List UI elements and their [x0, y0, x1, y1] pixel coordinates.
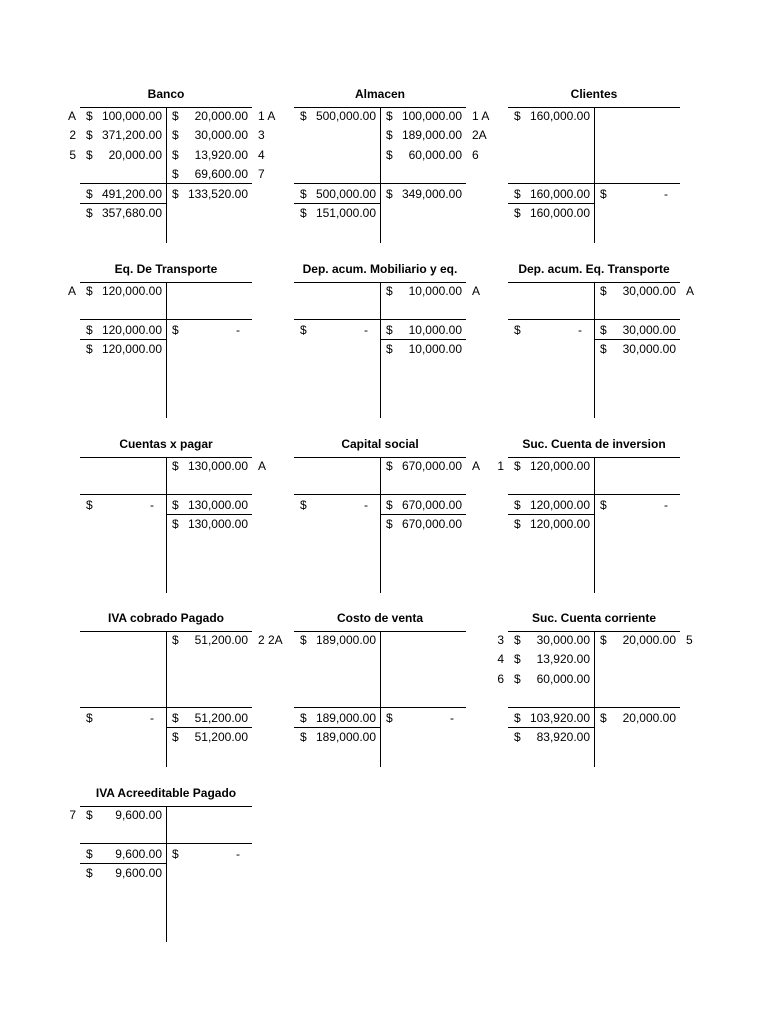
amount-cell — [80, 204, 166, 223]
entry-label: A — [472, 284, 481, 298]
totals-line — [508, 183, 680, 184]
currency-symbol: $ — [386, 147, 393, 162]
currency-symbol: $ — [386, 128, 393, 143]
amount-value: 51,200.00 — [194, 633, 248, 647]
entry-label: A — [686, 284, 695, 298]
amount-cell — [594, 631, 680, 650]
account-title: Dep. acum. Mobiliario y eq. — [302, 262, 458, 276]
currency-symbol: $ — [172, 459, 179, 473]
amount-value: - — [236, 846, 240, 861]
amount-value: 670,000.00 — [401, 459, 462, 473]
t-account — [80, 437, 267, 593]
amount-cell — [294, 185, 380, 204]
t-vertical-line — [594, 457, 595, 593]
currency-symbol: $ — [172, 147, 179, 162]
amount-value: 120,000.00 — [529, 497, 590, 512]
amount-cell — [380, 321, 466, 340]
currency-symbol: $ — [514, 517, 521, 532]
amount-cell — [508, 515, 594, 534]
amount-value: - — [578, 322, 582, 337]
amount-cell — [166, 709, 252, 728]
currency-symbol: $ — [514, 322, 521, 337]
entry-label: 1 A — [472, 109, 490, 123]
amount-cell — [508, 107, 594, 126]
amount-value: 9,600.00 — [115, 808, 162, 822]
amount-value: - — [664, 497, 668, 512]
amount-value: 100,000.00 — [101, 109, 162, 123]
currency-symbol: $ — [514, 459, 521, 473]
amount-cell — [294, 709, 380, 728]
currency-symbol: $ — [172, 167, 179, 182]
amount-cell — [80, 340, 166, 359]
currency-symbol: $ — [86, 128, 93, 143]
amount-value: - — [364, 322, 368, 337]
amount-cell — [80, 864, 166, 883]
currency-symbol: $ — [300, 186, 307, 201]
currency-symbol: $ — [172, 633, 179, 647]
amount-value: 120,000.00 — [529, 459, 590, 473]
amount-value: - — [236, 322, 240, 337]
amount-cell — [80, 845, 166, 864]
amount-value: 13,920.00 — [536, 652, 590, 667]
amount-value: 189,000.00 — [315, 710, 376, 725]
amount-cell — [166, 457, 252, 476]
t-account — [80, 611, 283, 767]
currency-symbol: $ — [172, 109, 179, 123]
amount-cell — [380, 146, 466, 165]
amount-cell — [594, 185, 680, 204]
currency-symbol: $ — [600, 342, 607, 357]
amount-value: 60,000.00 — [408, 147, 462, 162]
amount-value: 83,920.00 — [536, 730, 590, 744]
entry-label: 6 — [472, 147, 479, 162]
entry-label: 3 — [258, 128, 265, 143]
amount-value: 60,000.00 — [536, 671, 590, 686]
amount-cell — [80, 496, 166, 515]
amount-cell — [166, 845, 252, 864]
totals-line — [294, 319, 466, 320]
amount-cell — [380, 709, 466, 728]
account-title: Capital social — [341, 437, 419, 451]
entry-label: A — [472, 459, 481, 473]
amount-value: 30,000.00 — [622, 284, 676, 298]
amount-cell — [380, 457, 466, 476]
amount-cell — [508, 496, 594, 515]
amount-cell — [594, 340, 680, 359]
amount-cell — [508, 321, 594, 340]
t-account — [497, 437, 680, 593]
currency-symbol: $ — [300, 633, 307, 647]
amount-value: 9,600.00 — [115, 866, 162, 881]
amount-value: 30,000.00 — [536, 633, 590, 647]
currency-symbol: $ — [600, 633, 607, 647]
amount-cell — [594, 321, 680, 340]
amount-value: 103,920.00 — [529, 710, 590, 725]
amount-cell — [80, 107, 166, 126]
amount-value: 10,000.00 — [408, 284, 462, 298]
currency-symbol: $ — [600, 322, 607, 337]
amount-value: 20,000.00 — [194, 109, 248, 123]
currency-symbol: $ — [86, 206, 93, 220]
t-account — [294, 87, 490, 243]
amount-value: 20,000.00 — [108, 147, 162, 162]
amount-cell — [508, 457, 594, 476]
amount-cell — [166, 165, 252, 184]
entry-label: A — [258, 459, 267, 473]
entry-label: 7 — [69, 808, 76, 822]
currency-symbol: $ — [514, 109, 521, 123]
amount-value: 189,000.00 — [315, 633, 376, 647]
t-account — [508, 87, 680, 243]
amount-value: 189,000.00 — [401, 128, 462, 143]
account-title: Suc. Cuenta corriente — [531, 611, 657, 625]
amount-cell — [294, 496, 380, 515]
currency-symbol: $ — [514, 186, 521, 201]
entry-label: 5 — [686, 633, 693, 647]
amount-cell — [80, 126, 166, 145]
currency-symbol: $ — [386, 710, 393, 725]
amount-value: - — [364, 497, 368, 512]
entry-label: 4 — [258, 147, 265, 162]
account-title: Almacen — [354, 87, 406, 101]
amount-cell — [508, 709, 594, 728]
amount-value: 491,200.00 — [101, 186, 162, 201]
currency-symbol: $ — [514, 633, 521, 647]
entry-label: 2A — [472, 128, 487, 143]
amount-cell — [508, 670, 594, 689]
amount-value: - — [150, 497, 154, 512]
amount-cell — [380, 185, 466, 204]
account-title: Suc. Cuenta de inversion — [522, 437, 666, 451]
amount-cell — [380, 282, 466, 301]
amount-value: 357,680.00 — [101, 206, 162, 220]
amount-cell — [166, 107, 252, 126]
amount-cell — [80, 806, 166, 825]
amount-value: 13,920.00 — [194, 147, 248, 162]
currency-symbol: $ — [172, 846, 179, 861]
amount-value: 133,520.00 — [187, 186, 248, 201]
account-title: Costo de venta — [336, 611, 423, 625]
currency-symbol: $ — [300, 109, 307, 123]
currency-symbol: $ — [386, 322, 393, 337]
t-account — [67, 262, 252, 418]
currency-symbol: $ — [86, 109, 93, 123]
currency-symbol: $ — [172, 730, 179, 744]
amount-cell — [80, 185, 166, 204]
amount-value: 30,000.00 — [622, 342, 676, 357]
amount-value: 371,200.00 — [101, 128, 162, 143]
currency-symbol: $ — [300, 322, 307, 337]
t-vertical-line — [166, 282, 167, 418]
amount-cell — [508, 728, 594, 747]
currency-symbol: $ — [300, 710, 307, 725]
totals-line — [80, 494, 252, 495]
t-account — [67, 87, 276, 243]
amount-value: 100,000.00 — [401, 109, 462, 123]
entry-label: A — [67, 284, 76, 298]
amount-cell — [380, 107, 466, 126]
amount-value: 30,000.00 — [194, 128, 248, 143]
currency-symbol: $ — [86, 846, 93, 861]
amount-cell — [508, 631, 594, 650]
amount-value: 120,000.00 — [529, 517, 590, 532]
amount-cell — [594, 709, 680, 728]
currency-symbol: $ — [600, 710, 607, 725]
amount-cell — [80, 709, 166, 728]
entry-label: 4 — [497, 652, 504, 667]
amount-value: 160,000.00 — [529, 109, 590, 123]
currency-symbol: $ — [514, 652, 521, 667]
currency-symbol: $ — [386, 459, 393, 473]
amount-value: 30,000.00 — [622, 322, 676, 337]
amount-value: 151,000.00 — [315, 206, 376, 220]
amount-value: 51,200.00 — [194, 710, 248, 725]
amount-value: 120,000.00 — [101, 322, 162, 337]
amount-cell — [380, 340, 466, 359]
amount-cell — [380, 496, 466, 515]
t-account — [508, 262, 695, 418]
currency-symbol: $ — [514, 671, 521, 686]
amount-cell — [594, 496, 680, 515]
amount-cell — [166, 185, 252, 204]
amount-value: 10,000.00 — [408, 342, 462, 357]
amount-cell — [380, 126, 466, 145]
account-title: IVA Acreeditable Pagado — [95, 786, 237, 800]
amount-value: 120,000.00 — [101, 342, 162, 357]
totals-line — [80, 319, 252, 320]
amount-cell — [80, 146, 166, 165]
currency-symbol: $ — [86, 866, 93, 881]
t-account — [294, 611, 466, 767]
amount-value: 69,600.00 — [194, 167, 248, 182]
amount-value: 500,000.00 — [315, 109, 376, 123]
totals-line — [294, 183, 466, 184]
amount-value: 130,000.00 — [187, 517, 248, 532]
amount-cell — [166, 631, 252, 650]
entry-label: A — [67, 109, 76, 123]
entry-label: 3 — [497, 633, 504, 647]
amount-cell — [508, 650, 594, 669]
entry-label: 6 — [497, 671, 504, 686]
amount-cell — [166, 126, 252, 145]
currency-symbol: $ — [172, 128, 179, 143]
currency-symbol: $ — [600, 284, 607, 298]
amount-cell — [166, 321, 252, 340]
currency-symbol: $ — [386, 284, 393, 298]
account-title: Eq. De Transporte — [114, 262, 218, 276]
currency-symbol: $ — [86, 808, 93, 822]
t-account — [294, 437, 481, 593]
account-title: Dep. acum. Eq. Transporte — [518, 262, 670, 276]
currency-symbol: $ — [86, 186, 93, 201]
currency-symbol: $ — [172, 497, 179, 512]
currency-symbol: $ — [514, 206, 521, 220]
currency-symbol: $ — [514, 730, 521, 744]
totals-line — [80, 183, 252, 184]
amount-value: 20,000.00 — [622, 633, 676, 647]
amount-cell — [294, 631, 380, 650]
currency-symbol: $ — [600, 186, 607, 201]
amount-value: 9,600.00 — [115, 846, 162, 861]
t-vertical-line — [166, 806, 167, 942]
amount-cell — [294, 107, 380, 126]
amount-value: 670,000.00 — [401, 497, 462, 512]
amount-value: 20,000.00 — [622, 710, 676, 725]
entry-label: 1 — [497, 459, 504, 473]
currency-symbol: $ — [86, 147, 93, 162]
amount-cell — [380, 515, 466, 534]
amount-cell — [508, 185, 594, 204]
t-vertical-line — [594, 107, 595, 243]
amount-value: - — [450, 710, 454, 725]
currency-symbol: $ — [86, 322, 93, 337]
amount-value: 500,000.00 — [315, 186, 376, 201]
amount-cell — [166, 728, 252, 747]
currency-symbol: $ — [300, 730, 307, 744]
t-account — [294, 262, 481, 418]
account-title: IVA cobrado Pagado — [107, 611, 224, 625]
amount-cell — [294, 321, 380, 340]
t-vertical-line — [594, 631, 595, 767]
currency-symbol: $ — [386, 342, 393, 357]
entry-label: 2 — [69, 128, 76, 143]
currency-symbol: $ — [600, 497, 607, 512]
currency-symbol: $ — [172, 710, 179, 725]
amount-value: - — [664, 186, 668, 201]
currency-symbol: $ — [514, 710, 521, 725]
amount-cell — [294, 728, 380, 747]
amount-cell — [594, 282, 680, 301]
totals-line — [508, 319, 680, 320]
currency-symbol: $ — [386, 186, 393, 201]
amount-value: 51,200.00 — [194, 730, 248, 744]
entry-label: 5 — [69, 147, 76, 162]
t-vertical-line — [380, 631, 381, 767]
amount-value: 130,000.00 — [187, 459, 248, 473]
amount-value: 10,000.00 — [408, 322, 462, 337]
amount-value: 189,000.00 — [315, 730, 376, 744]
account-title: Banco — [147, 87, 185, 101]
totals-line — [80, 843, 252, 844]
account-title: Cuentas x pagar — [119, 437, 213, 451]
amount-cell — [294, 204, 380, 223]
amount-cell — [166, 515, 252, 534]
currency-symbol: $ — [300, 497, 307, 512]
currency-symbol: $ — [172, 186, 179, 201]
totals-line — [508, 494, 680, 495]
t-account — [69, 786, 252, 942]
currency-symbol: $ — [86, 284, 93, 298]
entry-label: 2 2A — [258, 633, 283, 647]
amount-cell — [80, 282, 166, 301]
currency-symbol: $ — [86, 342, 93, 357]
currency-symbol: $ — [86, 497, 93, 512]
amount-value: 130,000.00 — [187, 497, 248, 512]
currency-symbol: $ — [172, 517, 179, 532]
entry-label: 7 — [258, 167, 265, 182]
currency-symbol: $ — [172, 322, 179, 337]
amount-value: - — [150, 710, 154, 725]
amount-value: 160,000.00 — [529, 206, 590, 220]
currency-symbol: $ — [86, 710, 93, 725]
account-title: Clientes — [570, 87, 618, 101]
amount-cell — [80, 321, 166, 340]
amount-cell — [166, 146, 252, 165]
currency-symbol: $ — [386, 109, 393, 123]
currency-symbol: $ — [386, 497, 393, 512]
t-account — [497, 611, 693, 767]
amount-value: 670,000.00 — [401, 517, 462, 532]
amount-value: 160,000.00 — [529, 186, 590, 201]
amount-value: 349,000.00 — [401, 186, 462, 201]
amount-cell — [166, 496, 252, 515]
currency-symbol: $ — [386, 517, 393, 532]
currency-symbol: $ — [514, 497, 521, 512]
totals-line — [294, 494, 466, 495]
amount-cell — [508, 204, 594, 223]
totals-line — [508, 707, 680, 708]
totals-line — [80, 707, 252, 708]
entry-label: 1 A — [258, 109, 276, 123]
totals-line — [294, 707, 466, 708]
currency-symbol: $ — [300, 206, 307, 220]
amount-value: 120,000.00 — [101, 284, 162, 298]
